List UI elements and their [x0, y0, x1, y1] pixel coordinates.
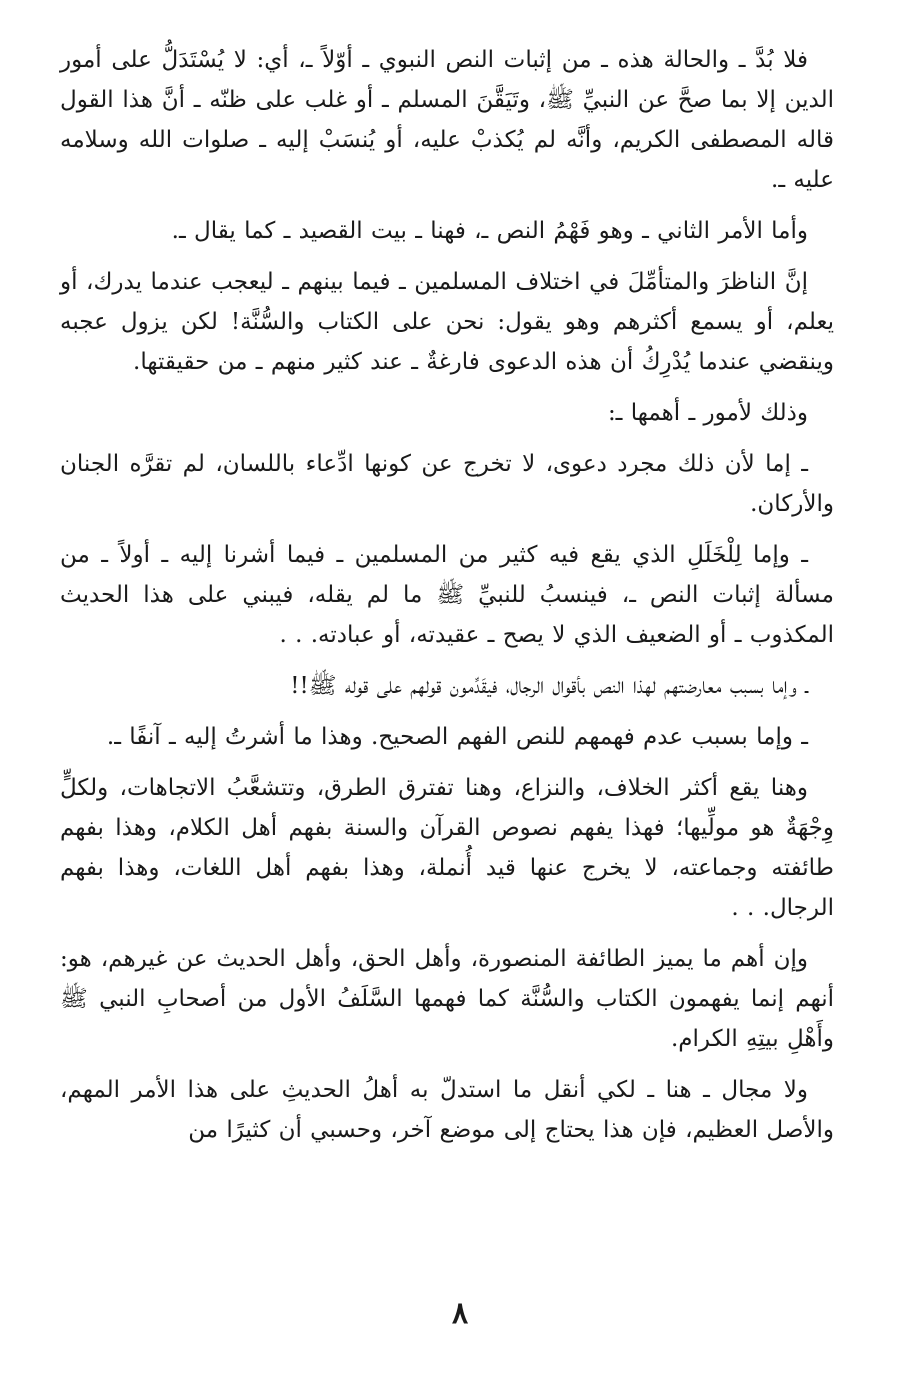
paragraph-3: إنَّ الناظرَ والمتأمِّلَ في اختلاف المسلمين ـ فيما بينهم ـ ليعجب عندما يدرك، أو يعلم، أو يسمع أكثرهم وهو يقول: نحن على الكتاب والسُّنَّة! لكن يزول عجبه وينقضي عندما يُدْرِكُ أن هذه الدعوى فارغةٌ ـ عند كثير منهم ـ من حقيقتها. — [60, 269, 834, 375]
paragraph-11: ولا مجال ـ هنا ـ لكي أنقل ما استدلّ به أهلُ الحديثِ على هذا الأمر المهم، والأصل العظيم، فإن هذا يحتاج إلى موضع آخر، وحسبي أن كثيرًا من — [60, 1077, 834, 1143]
paragraph-6: ـ وإما لِلْخَلَلِ الذي يقع فيه كثير من المسلمين ـ فيما أشرنا إليه ـ أولاً ـ من مسألة إثبات النص ـ، فينسبُ للنبيِّ ﷺ ما لم يقله، فيبني على هذا الحديث المكذوب ـ أو الضعيف الذي لا يصح ـ عقيدته، أو عبادته. . . — [60, 542, 834, 648]
paragraph-1: فلا بُدَّ ـ والحالة هذه ـ من إثبات النص النبوي ـ أوّلاً ـ، أي: لا يُسْتَدَلُّ على أمور الدين إلا بما صحَّ عن النبيِّ ﷺ، وتَيَقَّنَ المسلم ـ أو غلب على ظنّه ـ أنَّ هذا القول قاله المصطفى الكريم، وأنَّه لم يُكذبْ عليه، أو يُنسَبْ إليه ـ صلوات الله وسلامه عليه ـ. — [60, 47, 835, 193]
paragraph-7: ـ وإما بسبب معارضتهم لهذا النص بأقوال الرجال، فيقَدِّمون قولهم على قوله ﷺ!! — [290, 673, 808, 699]
page-body — [60, 40, 834, 1161]
paragraph-10: وإن أهم ما يميز الطائفة المنصورة، وأهل الحق، وأهل الحديث عن غيرهم، هو: أنهم إنما يفهمون الكتاب والسُّنَّة كما فهمها السَّلَفُ الأول من أصحابِ النبي ﷺ وأَهْلِ بيتِهِ الكرام. — [60, 946, 834, 1052]
paragraph-4: وذلك لأمور ـ أهمها ـ: — [607, 400, 808, 426]
paragraph-2: وأما الأمر الثاني ـ وهو فَهْمُ النص ـ، فهنا ـ بيت القصيد ـ كما يقال ـ. — [171, 218, 808, 244]
paragraph-5: ـ إما لأن ذلك مجرد دعوى، لا تخرج عن كونها ادِّعاء باللسان، لم تقرَّه الجنان والأركان. — [60, 451, 834, 517]
paragraph-8: ـ وإما بسبب عدم فهمهم للنص الفهم الصحيح. وهذا ما أشرتُ إليه ـ آنفًا ـ. — [106, 724, 808, 750]
page-number: ٨ — [451, 1296, 469, 1331]
paragraph-9: وهنا يقع أكثر الخلاف، والنزاع، وهنا تفترق الطرق، وتتشعَّبُ الاتجاهات، ولكلٍّ وِجْهَةٌ هو مولِّيها؛ فهذا يفهم نصوص القرآن والسنة بفهم أهل الكلام، وهذا بفهم طائفته وجماعته، لا يخرج عنها قيد أُنملة، وهذا بفهم أهل اللغات، وهذا بفهم الرجال. . . — [60, 775, 834, 921]
